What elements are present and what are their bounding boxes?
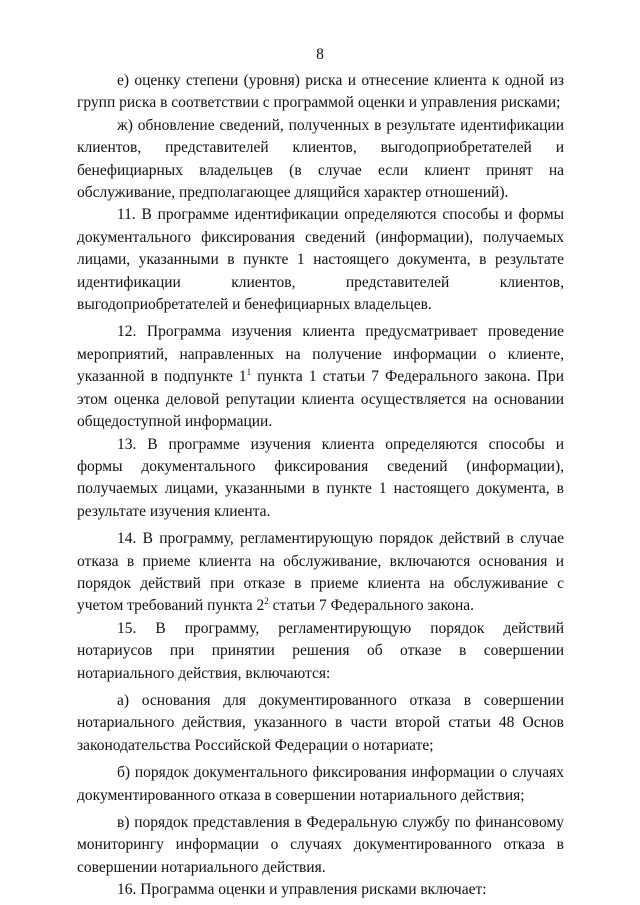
paragraph-14-superscript: 2: [264, 596, 269, 607]
paragraph-11: 11. В программе идентификации определяются способы и формы документального фиксирования сведений (информации), получаемых лицами, указанными в пункте 1 настоящего документа, в результате идентификации клиентов, представителей клиентов, выгодоприобретателей и бенефициарных владельцев.: [77, 206, 564, 314]
paragraph-14-text-b: статьи 7 Федерального закона.: [268, 597, 475, 615]
paragraph-15-item-a: а) основания для документированного отказа в совершении нотариального действия, указанного в части второй статьи 48 Основ законодательства Российской Федерации о нотариате;: [77, 691, 564, 754]
paragraph-15-item-v: в) порядок представления в Федеральную службу по финансовому мониторингу информации о случаях документированного отказа в совершении нотариального действия.: [77, 814, 564, 876]
paragraph-14-text-a: 14. В программу, регламентирующую порядок действий в случае отказа в приеме клиента на обслуживание, включаются основания и порядок действий при отказе в приеме клиента на обслуживание с учетом требований пункта 2: [77, 530, 564, 615]
paragraph-item-e: е) оценку степени (уровня) риска и отнесение клиента к одной из групп риска в соответствии с программой оценки и управления рисками;: [77, 72, 564, 112]
document-body: [77, 70, 564, 902]
paragraph-14: [77, 528, 564, 618]
paragraph-13: 13. В программе изучения клиента определяются способы и формы документального фиксирования сведений (информации), получаемых лицами, указанными в пункте 1 настоящего документа, в результате изучения клиента.: [77, 435, 564, 520]
paragraph-16: 16. Программа оценки и управления рисками включает:: [117, 881, 487, 899]
paragraph-12-text-a: 12. Программа изучения клиента предусматривает проведение мероприятий, направленных на получение информации о клиенте, указанной в подпункте 1: [77, 323, 564, 386]
paragraph-15: 15. В программу, регламентирующую порядок действий нотариусов при принятии решения об отказе в совершении нотариального действия, включаются:: [77, 619, 564, 682]
paragraph-12: [77, 321, 564, 433]
page-number: 8: [316, 46, 324, 63]
paragraph-item-zh: ж) обновление сведений, полученных в результате идентификации клиентов, представителей клиентов, выгодоприобретателей и бенефициарных владельцев (в случае если клиент принят на обслуживание, предполагающее длящийся характер отношений).: [77, 116, 564, 202]
paragraph-12-superscript: 1: [246, 367, 252, 378]
paragraph-12-text-b: пункта 1 статьи 7 Федерального закона. При этом оценка деловой репутации клиента осуществляется на основании общедоступной информации.: [77, 368, 564, 431]
paragraph-15-item-b: б) порядок документального фиксирования информации о случаях документированного отказа в совершении нотариального действия;: [77, 764, 564, 804]
